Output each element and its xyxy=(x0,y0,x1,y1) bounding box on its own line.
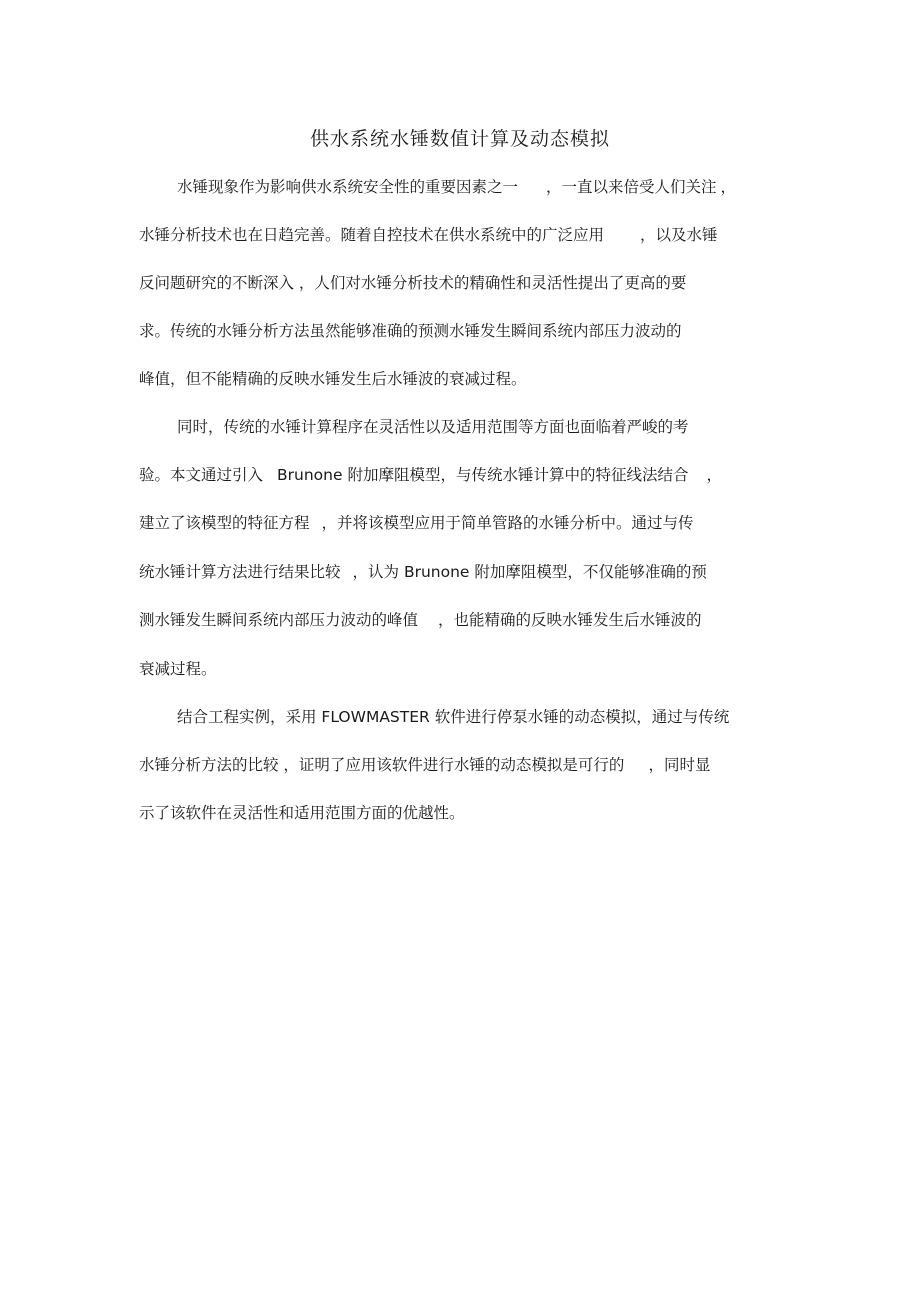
paragraph-1-line-3 xyxy=(139,271,686,295)
text-segment: 峰值，但不能精确的反映水锤发生后水锤波的衰减过程。 xyxy=(139,370,527,388)
text-segment: ，同时显 xyxy=(648,756,711,774)
text-segment: Brunone 附加摩阻模型，与传统水锤计算中的特征线法结合 xyxy=(277,466,689,484)
text-segment: 水锤分析方法的比较 ，证明了应用该软件进行水锤的动态模拟是可行的 xyxy=(139,756,625,774)
text-segment: 统水锤计算方法进行结果比较 xyxy=(139,563,341,581)
text-segment: 同时，传统的水锤计算程序在灵活性以及适用范围等方面也面临着严峻的考 xyxy=(177,418,689,436)
document-title: 供水系统水锤数值计算及动态模拟 xyxy=(309,128,610,150)
paragraph-1-line-4 xyxy=(139,319,682,343)
paragraph-1-line-2 xyxy=(139,223,718,247)
text-segment: ， xyxy=(720,178,737,196)
paragraph-2-line-1 xyxy=(177,415,689,439)
text-segment: ，以及水锤 xyxy=(640,226,718,244)
text-segment: ， xyxy=(706,466,722,484)
text-segment: ，并将该模型应用于简单管路的水锤分析中。通过与传 xyxy=(321,514,694,532)
text-segment: ，也能精确的反映水锤发生后水锤波的 xyxy=(438,611,702,629)
text-segment: 水锤现象作为影响供水系统安全性的重要因素之一 xyxy=(177,178,519,196)
paragraph-2-line-3 xyxy=(139,511,694,535)
text-segment: 求。传统的水锤分析方法虽然能够准确的预测水锤发生瞬间系统内部压力波动的 xyxy=(139,322,682,340)
text-segment: 建立了该模型的特征方程 xyxy=(139,514,310,532)
text-segment: 结合工程实例，采用 FLOWMASTER 软件进行停泵水锤的动态模拟，通过与传统 xyxy=(177,708,730,726)
paragraph-3-line-1 xyxy=(177,705,729,729)
text-segment: 水锤分析技术也在日趋完善。随着自控技术在供水系统中的广泛应用 xyxy=(139,226,605,244)
text-segment: 反问题研究的不断深入 ，人们对水锤分析技术的精确性和灵活性提出了更高的要 xyxy=(139,274,687,292)
text-segment: ，认为 Brunone 附加摩阻模型，不仅能够准确的预 xyxy=(352,563,707,581)
paragraph-3-line-3 xyxy=(139,801,465,825)
paragraph-1-line-1 xyxy=(177,175,736,199)
paragraph-1-line-5 xyxy=(139,367,527,391)
paragraph-2-line-4 xyxy=(139,560,707,584)
text-segment: 衰减过程。 xyxy=(139,660,217,678)
paragraph-2-line-2 xyxy=(139,463,722,487)
text-segment: ，一直以来倍受人们关注 xyxy=(546,178,717,196)
text-segment: 示了该软件在灵活性和适用范围方面的优越性。 xyxy=(139,804,465,822)
paragraph-2-line-5 xyxy=(139,608,702,632)
paragraph-3-line-2 xyxy=(139,753,710,777)
text-segment: 测水锤发生瞬间系统内部压力波动的峰值 xyxy=(139,611,419,629)
paragraph-2-line-6 xyxy=(139,657,217,681)
text-segment: 验。本文通过引入 xyxy=(139,466,264,484)
